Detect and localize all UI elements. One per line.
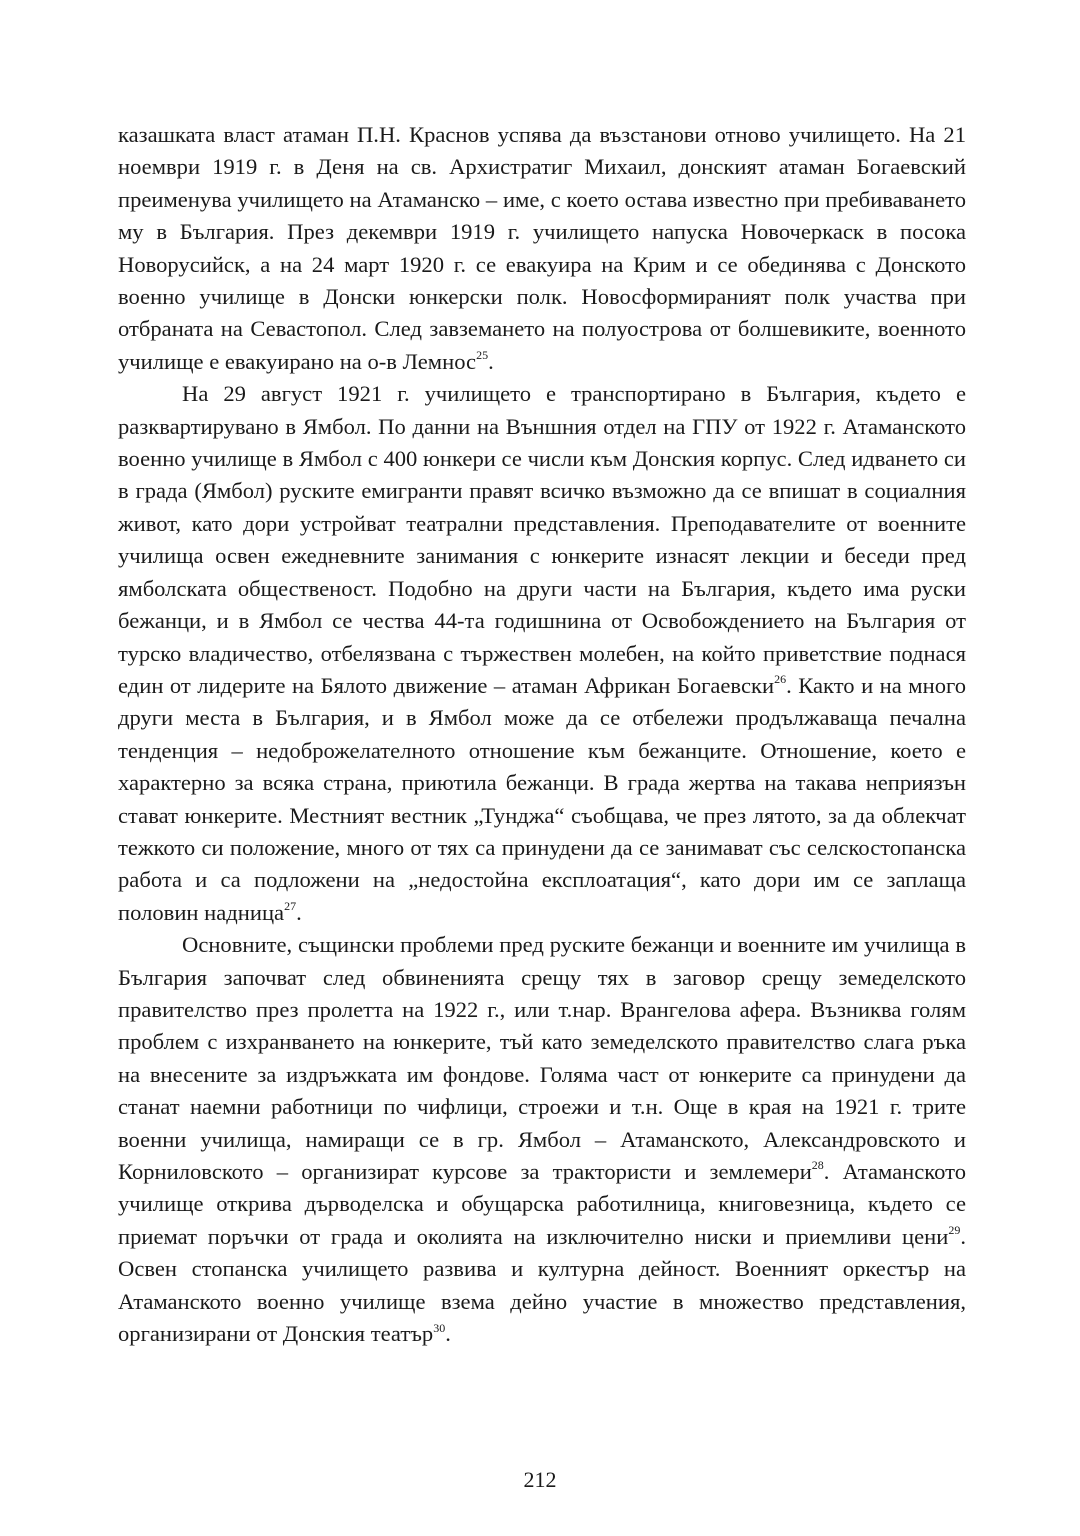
paragraph-text: . <box>488 348 494 374</box>
paragraph-text: . Атаманското училище открива дърводелска и обущарска работилница, книговезница, където се приемат поръчки от града и околията на изключително ниски и приемливи цени <box>118 1159 966 1249</box>
paragraph-text: На 29 август 1921 г. училището е транспортирано в България, където е разквартирувано в Ямбол. По данни на Външния отдел на ГПУ от 1922 г. Атаманското военно училище в Ямбол с 400 юнкери се числи към Донския корпус. След идването си в града (Ямбол) руските емигранти правят всичко възможно да се впишат в социалния живот, като дори устройват театрални представления. Преподавателите от военните училища освен ежедневните занимания с юнкерите изнасят лекции и беседи пред ямболската общественост. Подобно на други части на България, където има руски бежанци, и в Ямбол се чества 44-та годишнина от Освобождението на България от турско владичество, отбелязвана с тържествен молебен, на който приветствие поднася един от лидерите на Бялото движение – атаман Африкан Богаевски <box>118 381 966 698</box>
paragraph <box>118 929 966 1350</box>
paragraph-text: . <box>445 1321 451 1347</box>
footnote-marker[interactable]: 30 <box>433 1320 446 1335</box>
page-number: 212 <box>523 1467 557 1492</box>
paragraph-text: . Освен стопанска училището развива и културна дейност. Военният оркестър на Атаманското военно училище взема дейно участие в множество представления, организирани от Донския театър <box>118 1223 966 1347</box>
paragraph-text: казашката власт атаман П.Н. Краснов успява да възстанови отново училището. На 21 ноември 1919 г. в Деня на св. Архистратиг Михаил, донският атаман Богаевский преименува училището на Атаманско – име, с което остава известно при пребиваването му в България. През декември 1919 г. училището напуска Новочеркаск в посока Новорусийск, а на 24 март 1920 г. се евакуира на Крим и се обединява с Донското военно училище в Донски юнкерски полк. Новосформираният полк участва при отбраната на Севастопол. След завземането на полуострова от болшевиките, военното училище е евакуирано на о-в Лемнос <box>118 122 966 374</box>
footnote-marker[interactable]: 28 <box>811 1158 824 1173</box>
footnote-marker[interactable]: 29 <box>948 1223 961 1238</box>
paragraph <box>118 378 966 929</box>
footnote-marker[interactable]: 27 <box>284 899 297 914</box>
paragraph <box>118 119 966 378</box>
paragraph-text: Основните, същински проблеми пред руските бежанци и военните им училища в България започват след обвиненията срещу тях в заговор срещу земеделското правителство през пролетта на 1922 г., или т.нар. Врангелова афера. Възниква голям проблем с изхранването на юнкерите, тъй като земеделското правителство слага ръка на внесените за издръжката им фондове. Голяма част от юнкерите са принудени да станат наемни работници по чифлици, строежи и т.н. Още в края на 1921 г. трите военни училища, намиращи се в гр. Ямбол – Атаманското, Александровското и Корниловското – организират курсове за трактористи и землемери <box>118 932 966 1184</box>
footnote-marker[interactable]: 26 <box>774 672 787 687</box>
paragraph-text: . Както и на много други места в България, и в Ямбол може да се отбележи продължаваща печална тенденция – недоброжелателното отношение към бежанците. Отношение, което е характерно за всяка страна, приютила бежанци. В града жертва на такава неприязън стават юнкерите. Местният вестник „Тунджа“ съобщава, че през лятото, за да облекчат тежкото си положение, много от тях са принудени да се занимават със селскостопанска работа и са подложени на „недостойна експлоатация“, като дори им се заплаща половин надница <box>118 672 966 925</box>
body-text <box>118 119 966 1350</box>
paragraph-text: . <box>296 899 302 925</box>
footnote-marker[interactable]: 25 <box>476 348 489 363</box>
